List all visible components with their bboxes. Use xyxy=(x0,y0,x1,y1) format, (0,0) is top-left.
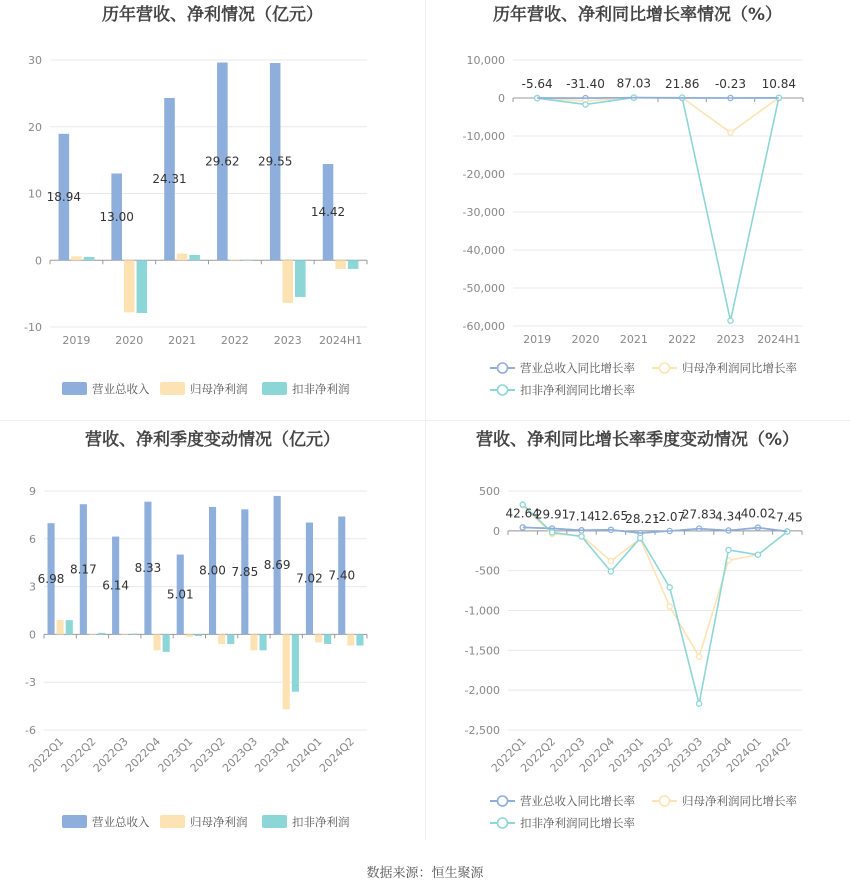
bar-net-profit xyxy=(347,634,354,645)
y-tick-label: 9 xyxy=(29,485,36,498)
series-point xyxy=(583,102,588,107)
bar-deducted-profit xyxy=(163,634,170,652)
legend-label: 归母净利润 xyxy=(190,382,248,396)
series-point xyxy=(550,530,555,535)
chart-svg xyxy=(0,425,425,845)
y-tick-label: 10 xyxy=(28,187,42,201)
y-tick-label: 0 xyxy=(493,524,500,538)
x-tick-label: 2021 xyxy=(168,334,197,347)
bar-net-profit xyxy=(283,634,290,709)
bar-data-label: 6.14 xyxy=(102,578,130,593)
line-data-label: 29.91 xyxy=(534,507,570,522)
bar-data-label: 24.31 xyxy=(152,172,187,187)
x-tick-label: 2023Q2 xyxy=(187,734,228,775)
bar-deducted-profit xyxy=(195,634,202,636)
y-tick-label: -30,000 xyxy=(462,206,505,219)
bar-deducted-profit xyxy=(242,260,253,261)
bar-deducted-profit xyxy=(324,634,331,644)
x-tick-label: 2022Q2 xyxy=(518,734,559,775)
x-tick-label: 2023Q3 xyxy=(665,734,706,775)
bar-net-profit xyxy=(89,634,96,635)
bar-deducted-profit xyxy=(292,634,299,691)
bar-data-label: 29.55 xyxy=(258,154,293,169)
chart-title: 营收、净利季度变动情况（亿元） xyxy=(85,430,340,450)
x-tick-label: 2024Q1 xyxy=(723,734,765,775)
x-tick-label: 2022Q4 xyxy=(576,734,618,775)
x-tick-label: 2024Q2 xyxy=(316,734,357,775)
y-tick-label: 20 xyxy=(28,120,42,134)
y-tick-label: 500 xyxy=(479,485,500,498)
legend-label: 扣非净利润 xyxy=(292,382,350,396)
series-point xyxy=(697,654,702,659)
bar-deducted-profit xyxy=(189,255,200,260)
bar-deducted-profit xyxy=(295,260,306,297)
x-tick-label: 2022Q2 xyxy=(58,734,99,775)
bar-net-profit xyxy=(230,260,241,261)
legend-label: 归母净利润同比增长率 xyxy=(682,794,797,808)
bar-deducted-profit xyxy=(98,633,105,635)
bar-net-profit xyxy=(121,634,128,635)
bar-net-profit xyxy=(153,634,160,650)
line-data-label: 87.03 xyxy=(616,76,652,91)
line-data-label: 21.86 xyxy=(664,76,700,91)
legend-marker xyxy=(498,796,508,806)
bar-data-label: 8.33 xyxy=(134,561,162,576)
annual-revenue-profit-chart xyxy=(0,0,425,420)
x-tick-label: 2023 xyxy=(716,333,745,346)
y-tick-label: -1,000 xyxy=(464,604,500,618)
x-tick-label: 2022Q3 xyxy=(547,734,588,775)
y-tick-label: -20,000 xyxy=(462,168,505,181)
y-tick-label: -500 xyxy=(475,564,500,578)
legend-marker xyxy=(660,363,670,373)
x-tick-label: 2022Q1 xyxy=(26,734,67,775)
y-tick-label: 3 xyxy=(29,580,36,594)
x-tick-label: 2020 xyxy=(571,333,600,346)
bar-data-label: 8.00 xyxy=(199,563,226,578)
bar-deducted-profit xyxy=(66,620,73,634)
bar-data-label: 8.69 xyxy=(263,558,291,573)
bar-deducted-profit xyxy=(227,634,234,644)
line-data-label: 12.65 xyxy=(593,508,629,523)
series-point xyxy=(608,569,613,574)
legend-label: 归母净利润 xyxy=(190,815,248,829)
legend-label: 营业总收入 xyxy=(92,815,150,829)
legend-swatch xyxy=(160,815,185,828)
x-tick-label: 2023Q1 xyxy=(155,734,196,775)
legend-swatch xyxy=(262,382,287,395)
line-data-label: -28.21 xyxy=(620,512,660,527)
bar-deducted-profit xyxy=(130,634,137,635)
y-tick-label: 0 xyxy=(29,628,36,642)
bar-data-label: 5.01 xyxy=(166,587,194,602)
bar-net-profit xyxy=(57,620,64,634)
series-point xyxy=(638,535,643,540)
line-data-label: -7.45 xyxy=(771,510,803,525)
bar-data-label: 18.94 xyxy=(46,190,82,205)
legend-label: 归母净利润同比增长率 xyxy=(682,361,797,375)
x-tick-label: 2022Q1 xyxy=(488,734,529,775)
x-tick-label: 2022 xyxy=(668,333,697,346)
y-tick-label: -6 xyxy=(25,724,36,737)
series-line-revenue xyxy=(523,527,788,533)
series-point xyxy=(579,534,584,539)
legend-label: 营业总收入 xyxy=(92,382,150,396)
y-tick-label: -10,000 xyxy=(462,130,505,143)
x-tick-label: 2024H1 xyxy=(318,334,363,347)
annual-growth-rate-chart xyxy=(425,0,850,420)
x-tick-label: 2023 xyxy=(273,334,302,347)
legend-marker xyxy=(660,796,670,806)
bar-net-profit xyxy=(124,260,135,312)
y-tick-label: -60,000 xyxy=(462,320,505,333)
legend-label: 扣非净利润同比增长率 xyxy=(520,383,635,397)
series-point xyxy=(728,318,733,323)
series-point xyxy=(608,559,613,564)
x-tick-label: 2022Q3 xyxy=(90,734,131,775)
line-data-label: 27.83 xyxy=(681,507,717,522)
legend-marker xyxy=(498,363,508,373)
line-data-label: -31.40 xyxy=(566,77,605,92)
y-tick-label: 6 xyxy=(29,532,36,546)
chart-title: 历年营收、净利情况（亿元） xyxy=(102,5,323,25)
line-data-label: -0.23 xyxy=(714,77,747,92)
x-tick-label: 2024Q1 xyxy=(284,734,325,775)
line-data-label: -2.07 xyxy=(654,509,686,524)
x-tick-label: 2023Q4 xyxy=(694,734,735,775)
bar-deducted-profit xyxy=(356,634,363,645)
chart-svg xyxy=(0,0,425,420)
series-point xyxy=(726,547,731,552)
line-data-label: 7.14 xyxy=(568,509,595,524)
bar-net-profit xyxy=(186,634,193,636)
y-tick-label: -2,000 xyxy=(464,684,500,698)
bar-data-label: 14.42 xyxy=(310,205,346,220)
y-tick-label: -10 xyxy=(24,321,42,334)
x-tick-label: 2023Q4 xyxy=(252,734,293,775)
y-tick-label: -2,500 xyxy=(464,724,500,737)
legend-marker xyxy=(498,818,508,828)
y-tick-label: -50,000 xyxy=(462,282,505,295)
bar-net-profit xyxy=(315,634,322,642)
line-data-label: 40.02 xyxy=(740,506,776,521)
line-data-label: -5.64 xyxy=(521,77,553,92)
quarterly-growth-rate-chart xyxy=(425,425,850,845)
horizontal-divider xyxy=(0,420,850,421)
bar-data-label: 7.40 xyxy=(328,568,356,583)
bar-deducted-profit xyxy=(84,257,95,260)
bar-deducted-profit xyxy=(260,634,267,650)
series-point xyxy=(697,701,702,706)
quarterly-revenue-profit-chart xyxy=(0,425,425,845)
legend-swatch xyxy=(262,815,287,828)
legend-marker xyxy=(498,385,508,395)
legend-swatch xyxy=(160,382,185,395)
y-tick-label: -40,000 xyxy=(462,244,505,257)
line-data-label: 10.84 xyxy=(761,76,797,91)
x-tick-label: 2019 xyxy=(62,334,91,347)
bar-net-profit xyxy=(335,260,346,269)
chart-svg xyxy=(425,0,850,420)
series-point xyxy=(728,130,733,135)
x-tick-label: 2024H1 xyxy=(757,333,801,346)
bar-net-profit xyxy=(250,634,257,650)
bar-data-label: 13.00 xyxy=(99,209,134,224)
chart-title: 历年营收、净利同比增长率情况（%） xyxy=(492,5,783,25)
y-tick-label: 30 xyxy=(28,54,42,67)
legend-label: 营业总收入同比增长率 xyxy=(520,794,635,808)
y-tick-label: 0 xyxy=(35,254,42,268)
legend-swatch xyxy=(62,815,87,828)
bar-deducted-profit xyxy=(137,260,148,313)
y-tick-label: 10,000 xyxy=(466,54,505,67)
legend-label: 扣非净利润同比增长率 xyxy=(520,816,635,830)
bar-data-label: 6.98 xyxy=(37,571,65,586)
y-tick-label: 0 xyxy=(498,92,505,105)
x-tick-label: 2023Q3 xyxy=(220,734,261,775)
chart-svg xyxy=(425,425,850,845)
series-point xyxy=(755,552,760,557)
bar-data-label: 7.02 xyxy=(296,571,323,586)
x-tick-label: 2021 xyxy=(619,333,648,346)
x-tick-label: 2023Q2 xyxy=(635,734,676,775)
chart-title: 营收、净利同比增长率季度变动情况（%） xyxy=(475,430,800,450)
bar-data-label: 8.17 xyxy=(69,562,97,577)
line-data-label: 4.34 xyxy=(715,509,742,524)
series-point xyxy=(667,585,672,590)
x-tick-label: 2024Q2 xyxy=(753,734,794,775)
legend-label: 扣非净利润 xyxy=(292,815,350,829)
y-tick-label: -1,500 xyxy=(464,644,500,658)
bar-net-profit xyxy=(218,634,225,644)
x-tick-label: 2020 xyxy=(115,334,144,347)
bar-net-profit xyxy=(282,260,293,303)
series-point xyxy=(667,604,672,609)
x-tick-label: 2022Q4 xyxy=(123,734,164,775)
y-tick-label: -3 xyxy=(25,676,36,690)
x-tick-label: 2023Q1 xyxy=(606,734,647,775)
bar-deducted-profit xyxy=(348,260,359,269)
bar-net-profit xyxy=(71,256,82,260)
data-source-note: 数据来源：恒生聚源 xyxy=(366,866,484,881)
series-line xyxy=(537,98,779,321)
x-tick-label: 2022 xyxy=(220,334,249,347)
x-tick-label: 2019 xyxy=(523,333,552,346)
bar-net-profit xyxy=(177,254,188,261)
bar-data-label: 29.62 xyxy=(205,154,240,169)
legend-swatch xyxy=(62,382,87,395)
legend-label: 营业总收入同比增长率 xyxy=(520,361,635,375)
bar-data-label: 7.85 xyxy=(231,564,259,579)
line-data-label: 42.64 xyxy=(505,506,540,521)
